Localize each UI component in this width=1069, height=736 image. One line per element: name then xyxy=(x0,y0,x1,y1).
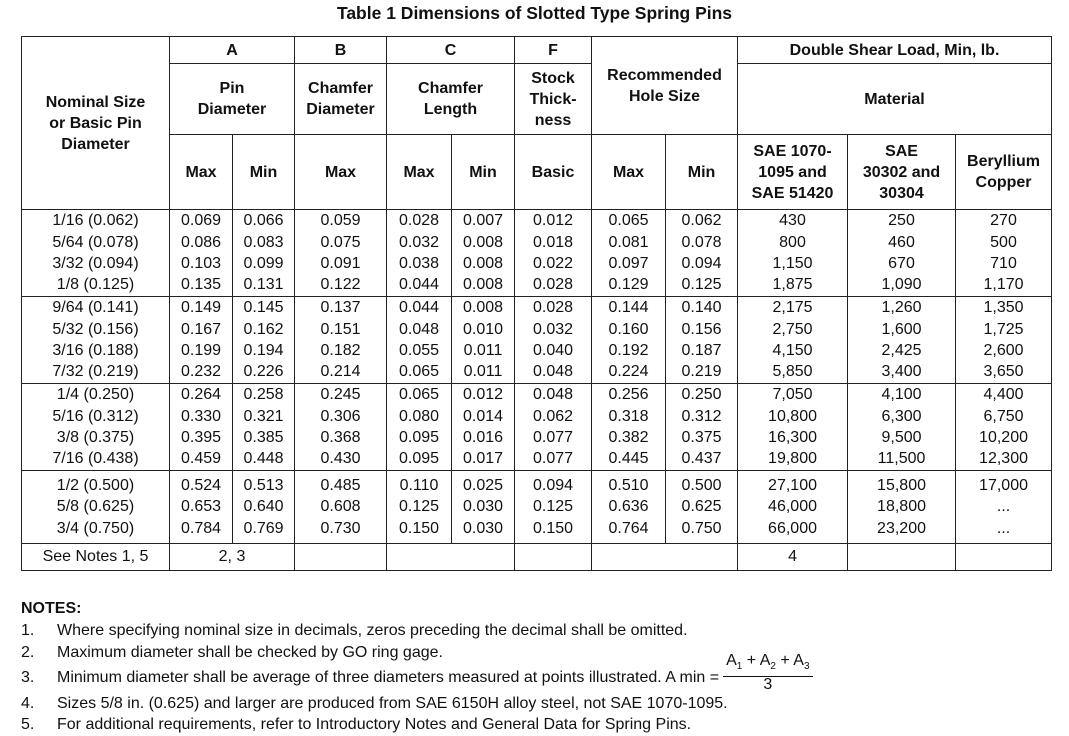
c-min-cell xyxy=(452,384,515,471)
table-value: 1/16 (0.062) xyxy=(52,212,139,230)
table-value: 0.016 xyxy=(462,429,504,446)
c-min-cell xyxy=(452,210,515,297)
f-basic-cell xyxy=(515,210,592,297)
table-value: 0.008 xyxy=(462,233,504,251)
table-value: 1,090 xyxy=(881,276,922,294)
table-value: 0.224 xyxy=(608,363,649,381)
hole-min-cell xyxy=(666,210,738,297)
chamfer-length-header: Chamfer Length xyxy=(387,64,515,135)
table-value: 0.510 xyxy=(608,476,649,494)
table-value: 430 xyxy=(779,212,806,230)
table-value: 0.162 xyxy=(243,320,284,338)
table-value: 1/2 (0.500) xyxy=(56,476,135,494)
table-value: 0.769 xyxy=(243,519,284,537)
table-value: 0.028 xyxy=(532,299,574,317)
c-min-cell xyxy=(452,471,515,544)
table-value: 1,600 xyxy=(881,320,922,338)
table-value: 7/16 (0.438) xyxy=(52,450,139,468)
a-min-cell xyxy=(233,384,295,471)
double-shear-load-header: Double Shear Load, Min, lb. xyxy=(738,37,1052,64)
sae-1070-cell xyxy=(738,384,848,471)
shear-load-notes: 4 xyxy=(738,544,848,571)
table-value: 1/8 (0.125) xyxy=(56,276,135,294)
table-value: 0.219 xyxy=(681,363,722,381)
table-value: 0.103 xyxy=(180,255,222,272)
formula-numerator: $A_1 + A_2 + A_3$ xyxy=(723,653,812,676)
table-value: 1,170 xyxy=(983,276,1024,294)
table-value: 0.500 xyxy=(681,476,722,494)
table-value: 2,425 xyxy=(881,342,922,359)
sae-30302-header: SAE 30302 and 30304 xyxy=(848,135,956,210)
b-max-header: Max xyxy=(295,135,387,210)
hole-min-cell xyxy=(666,297,738,384)
table-value: 0.199 xyxy=(180,342,222,359)
column-b-header: B xyxy=(295,37,387,64)
table-value: 0.011 xyxy=(463,363,503,381)
table-value: 0.784 xyxy=(180,519,222,537)
table-value: 5/16 (0.312) xyxy=(52,407,139,425)
table-value: 0.375 xyxy=(681,429,722,446)
nominal-size-header: Nominal Size or Basic Pin Diameter xyxy=(22,37,170,210)
table-value: 0.150 xyxy=(398,519,440,537)
nominal-size-cell xyxy=(22,210,170,297)
table-value: 0.764 xyxy=(608,519,649,537)
table-value: 16,300 xyxy=(768,429,817,446)
table-value: 0.625 xyxy=(681,498,722,516)
table-value: 0.151 xyxy=(320,320,361,338)
column-c-header: C xyxy=(387,37,515,64)
table-value: 0.066 xyxy=(243,212,284,230)
notes-section xyxy=(21,598,1051,736)
hole-max-cell xyxy=(592,210,666,297)
table-value: 0.750 xyxy=(681,519,722,537)
table-value: 0.214 xyxy=(320,363,361,381)
min-diameter-formula xyxy=(723,653,812,692)
table-value: 0.182 xyxy=(320,342,361,359)
table-value: 5/32 (0.156) xyxy=(52,320,139,338)
table-value: 5,850 xyxy=(772,363,813,381)
table-value: 46,000 xyxy=(768,498,817,516)
table-value: 0.095 xyxy=(398,429,440,446)
table-value: 2,175 xyxy=(772,299,813,317)
note-number: 3. xyxy=(21,669,35,687)
table-value: 6,750 xyxy=(983,407,1024,425)
table-value: 0.513 xyxy=(243,476,284,494)
table-value: 460 xyxy=(888,233,915,251)
table-value: 0.730 xyxy=(320,519,361,537)
sae-1070-cell xyxy=(738,210,848,297)
table-value: 0.065 xyxy=(398,363,440,381)
hole-max-header: Max xyxy=(592,135,666,210)
spring-pin-dimensions-table xyxy=(21,36,1052,571)
table-value: 0.062 xyxy=(532,407,574,425)
notes-reference-row xyxy=(22,544,1052,571)
table-value: 19,800 xyxy=(768,450,817,468)
nominal-size-cell xyxy=(22,384,170,471)
table-value: 0.055 xyxy=(398,342,440,359)
empty-cell xyxy=(515,544,592,571)
table-value: 0.145 xyxy=(243,299,284,317)
c-max-cell xyxy=(387,297,452,384)
table-value: 0.065 xyxy=(608,212,649,230)
table-value: 5/64 (0.078) xyxy=(52,233,139,251)
table-value: 7/32 (0.219) xyxy=(52,363,139,381)
note-text: For additional requirements, refer to Introductory Notes and General Data for Spring Pins. xyxy=(57,716,692,734)
table-value: 1,875 xyxy=(772,276,813,294)
table-value: 0.330 xyxy=(180,407,222,425)
table-value: 0.069 xyxy=(180,212,222,230)
empty-cell xyxy=(956,544,1052,571)
table-value: 0.137 xyxy=(320,299,361,317)
table-value: 23,200 xyxy=(877,519,926,537)
sae-1070-cell xyxy=(738,471,848,544)
table-value: 500 xyxy=(990,233,1017,251)
table-value: 0.078 xyxy=(681,233,722,251)
note-item xyxy=(21,693,1051,715)
table-value: 0.075 xyxy=(320,233,361,251)
table-value: 1,350 xyxy=(983,299,1024,317)
table-title: Table 1 Dimensions of Slotted Type Spring Pins xyxy=(336,3,733,23)
table-value: 0.062 xyxy=(681,212,722,230)
table-value: 0.156 xyxy=(681,320,722,338)
a-min-header: Min xyxy=(233,135,295,210)
table-value: 1,725 xyxy=(983,320,1024,338)
table-value: 0.131 xyxy=(243,276,284,294)
hole-max-cell xyxy=(592,297,666,384)
table-value: 4,100 xyxy=(881,386,922,404)
b-max-cell xyxy=(295,210,387,297)
table-value: 0.430 xyxy=(320,450,361,468)
table-value: 18,800 xyxy=(877,498,926,516)
a-max-cell xyxy=(170,471,233,544)
hole-max-cell xyxy=(592,384,666,471)
note-item xyxy=(21,642,1051,664)
f-basic-cell xyxy=(515,384,592,471)
empty-cell xyxy=(387,544,515,571)
table-value: 0.010 xyxy=(462,320,504,338)
table-value: 0.095 xyxy=(398,450,440,468)
table-value: 0.150 xyxy=(532,519,574,537)
table-value: 0.125 xyxy=(532,498,574,516)
table-value: 0.122 xyxy=(320,276,361,294)
a-max-header: Max xyxy=(170,135,233,210)
table-value: 3/4 (0.750) xyxy=(56,519,135,537)
beryllium-copper-cell xyxy=(956,297,1052,384)
beryllium-copper-cell xyxy=(956,471,1052,544)
table-value: 0.125 xyxy=(398,498,440,516)
table-value: 800 xyxy=(779,233,806,251)
f-basic-cell xyxy=(515,297,592,384)
note-text: Sizes 5/8 in. (0.625) and larger are produced from SAE 6150H alloy steel, not SAE 1070-1095. xyxy=(57,694,728,712)
table-row-group xyxy=(22,210,1052,297)
empty-cell xyxy=(848,544,956,571)
sae-30302-cell xyxy=(848,297,956,384)
table-value: 0.007 xyxy=(462,212,504,230)
notes-heading: NOTES: xyxy=(21,600,82,617)
table-value: 0.030 xyxy=(462,519,504,537)
table-value: 4,150 xyxy=(772,342,813,359)
table-value: 0.608 xyxy=(320,498,361,516)
table-value: 10,800 xyxy=(768,407,817,425)
table-value: 0.065 xyxy=(398,386,440,404)
table-value: 0.485 xyxy=(320,476,361,494)
table-value: 0.250 xyxy=(681,386,722,404)
table-value: 0.256 xyxy=(608,386,649,404)
chamfer-diameter-header: Chamfer Diameter xyxy=(295,64,387,135)
recommended-hole-size-header: Recommended Hole Size xyxy=(592,37,738,135)
sae-30302-cell xyxy=(848,384,956,471)
table-value: 0.125 xyxy=(681,276,722,294)
hole-min-cell xyxy=(666,471,738,544)
formula-denominator: 3 xyxy=(763,675,773,693)
table-value: 0.094 xyxy=(532,476,574,494)
table-value: 0.044 xyxy=(398,276,440,294)
nominal-size-cell xyxy=(22,297,170,384)
table-value: 9/64 (0.141) xyxy=(52,299,139,317)
sae-30302-cell xyxy=(848,471,956,544)
table-value: 0.524 xyxy=(180,476,222,494)
table-value: 0.636 xyxy=(608,498,649,516)
table-value: 0.318 xyxy=(608,407,649,425)
table-value: 3,400 xyxy=(881,363,922,381)
table-value: 0.149 xyxy=(180,299,222,317)
note-number: 2. xyxy=(21,643,35,661)
table-value: 0.091 xyxy=(320,255,361,272)
table-value: 0.044 xyxy=(398,299,440,317)
beryllium-copper-cell xyxy=(956,384,1052,471)
table-value: 0.030 xyxy=(462,498,504,516)
table-value: 4,400 xyxy=(983,386,1024,404)
table-value: 5/8 (0.625) xyxy=(56,498,135,516)
beryllium-copper-header: Beryllium Copper xyxy=(956,135,1052,210)
table-value: ... xyxy=(996,498,1011,516)
table-value: 0.368 xyxy=(320,429,361,446)
a-max-cell xyxy=(170,297,233,384)
c-max-header: Max xyxy=(387,135,452,210)
table-value: 0.094 xyxy=(681,255,722,272)
table-value: 0.140 xyxy=(681,299,722,317)
table-value: 10,200 xyxy=(979,429,1028,446)
a-min-cell xyxy=(233,471,295,544)
table-value: 0.008 xyxy=(462,276,504,294)
table-value: 0.459 xyxy=(180,450,222,468)
table-value: 0.017 xyxy=(462,450,504,468)
table-value: 0.129 xyxy=(608,276,649,294)
table-value: 0.032 xyxy=(532,320,574,338)
table-value: 0.086 xyxy=(180,233,222,251)
table-value: 1/4 (0.250) xyxy=(56,386,135,404)
table-value: 0.306 xyxy=(320,407,361,425)
note-number: 5. xyxy=(21,716,35,734)
table-value: 0.022 xyxy=(532,255,574,272)
table-value: 0.008 xyxy=(462,255,504,272)
table-value: 0.437 xyxy=(681,450,722,468)
note-text: Where specifying nominal size in decimals, zeros preceding the decimal shall be omitted. xyxy=(57,621,688,639)
table-value: 0.258 xyxy=(243,386,284,404)
note-number: 1. xyxy=(21,621,35,639)
table-value: 0.653 xyxy=(180,498,222,516)
table-row-group xyxy=(22,297,1052,384)
table-value: 0.640 xyxy=(243,498,284,516)
beryllium-copper-cell xyxy=(956,210,1052,297)
table-value: 0.321 xyxy=(243,407,284,425)
table-value: 250 xyxy=(888,212,915,230)
table-value: 0.192 xyxy=(608,342,649,359)
table-value: 670 xyxy=(888,255,915,272)
column-a-header: A xyxy=(170,37,295,64)
c-max-cell xyxy=(387,384,452,471)
table-value: 0.245 xyxy=(320,386,361,404)
material-header: Material xyxy=(738,64,1052,135)
table-value: 66,000 xyxy=(768,519,817,537)
table-value: 1,260 xyxy=(881,299,922,317)
table-value: 6,300 xyxy=(881,407,922,425)
note-text: Minimum diameter shall be average of three diameters measured at points illustrated. A min = xyxy=(57,669,720,687)
table-value: 0.048 xyxy=(532,363,574,381)
a-max-cell xyxy=(170,210,233,297)
table-value: 0.077 xyxy=(532,429,574,446)
table-value: 710 xyxy=(990,255,1017,272)
sae-30302-cell xyxy=(848,210,956,297)
stock-thickness-header: Stock Thick- ness xyxy=(515,64,592,135)
table-value: 0.028 xyxy=(532,276,574,294)
table-value: 0.110 xyxy=(399,476,439,494)
table-value: 3/16 (0.188) xyxy=(52,342,139,359)
nominal-size-cell xyxy=(22,471,170,544)
table-value: 0.008 xyxy=(462,299,504,317)
table-value: 0.312 xyxy=(681,407,722,425)
column-f-header: F xyxy=(515,37,592,64)
table-value: 0.264 xyxy=(180,386,222,404)
pin-diameter-notes: 2, 3 xyxy=(170,544,295,571)
table-value: 0.012 xyxy=(462,386,504,404)
table-value: 0.080 xyxy=(398,407,440,425)
c-max-cell xyxy=(387,210,452,297)
table-value: 0.187 xyxy=(681,342,722,359)
table-value: 0.385 xyxy=(243,429,284,446)
table-value: 0.395 xyxy=(180,429,222,446)
table-value: 2,750 xyxy=(772,320,813,338)
table-value: 0.194 xyxy=(243,342,284,359)
table-value: 9,500 xyxy=(881,429,922,446)
empty-cell xyxy=(592,544,738,571)
hole-max-cell xyxy=(592,471,666,544)
table-value: 0.025 xyxy=(462,476,504,494)
table-value: 0.012 xyxy=(532,212,574,230)
table-value: 0.167 xyxy=(180,320,222,338)
note-item xyxy=(21,620,1051,642)
table-value: 0.028 xyxy=(398,212,440,230)
table-value: 3/32 (0.094) xyxy=(52,255,139,272)
table-value: 270 xyxy=(990,212,1017,230)
a-max-cell xyxy=(170,384,233,471)
table-value: 2,600 xyxy=(983,342,1024,359)
table-value: 0.382 xyxy=(608,429,649,446)
table-value: 0.232 xyxy=(180,363,222,381)
hole-min-cell xyxy=(666,384,738,471)
table-row-group xyxy=(22,471,1052,544)
table-value: 0.083 xyxy=(243,233,284,251)
pin-diameter-header: Pin Diameter xyxy=(170,64,295,135)
see-notes-label: See Notes 1, 5 xyxy=(22,544,170,571)
table-value: 0.160 xyxy=(608,320,649,338)
table-value: 7,050 xyxy=(772,386,813,404)
sae-1070-cell xyxy=(738,297,848,384)
table-value: 0.077 xyxy=(532,450,574,468)
b-max-cell xyxy=(295,384,387,471)
table-value: 0.448 xyxy=(243,450,284,468)
a-min-cell xyxy=(233,210,295,297)
a-min-cell xyxy=(233,297,295,384)
table-value: 0.048 xyxy=(532,386,574,404)
c-min-header: Min xyxy=(452,135,515,210)
table-value: 0.059 xyxy=(320,212,361,230)
table-value: 15,800 xyxy=(877,476,926,494)
c-min-cell xyxy=(452,297,515,384)
table-value: 0.081 xyxy=(608,233,649,251)
table-value: 0.097 xyxy=(608,255,649,272)
b-max-cell xyxy=(295,471,387,544)
table-row-group xyxy=(22,384,1052,471)
table-value: 3,650 xyxy=(983,363,1024,381)
table-value: 1,150 xyxy=(772,255,813,272)
table-value: 17,000 xyxy=(979,476,1028,494)
table-value: 0.014 xyxy=(462,407,504,425)
table-value: 0.038 xyxy=(398,255,440,272)
b-max-cell xyxy=(295,297,387,384)
table-value: 3/8 (0.375) xyxy=(56,429,135,446)
table-value: 0.099 xyxy=(243,255,284,272)
f-basic-header: Basic xyxy=(515,135,592,210)
note-item xyxy=(21,714,1051,736)
table-value: 11,500 xyxy=(877,450,926,468)
hole-min-header: Min xyxy=(666,135,738,210)
empty-cell xyxy=(295,544,387,571)
table-value: 0.445 xyxy=(608,450,649,468)
table-value: 0.011 xyxy=(463,342,503,359)
table-value: 27,100 xyxy=(768,476,817,494)
table-value: 0.032 xyxy=(398,233,440,251)
note-number: 4. xyxy=(21,694,35,712)
sae-1070-header: SAE 1070- 1095 and SAE 51420 xyxy=(738,135,848,210)
table-value: ... xyxy=(996,519,1011,537)
table-value: 0.144 xyxy=(608,299,649,317)
table-value: 12,300 xyxy=(979,450,1028,468)
table-value: 0.048 xyxy=(398,320,440,338)
note-text: Maximum diameter shall be checked by GO ring gage. xyxy=(57,643,443,661)
table-value: 0.226 xyxy=(243,363,284,381)
f-basic-cell xyxy=(515,471,592,544)
c-max-cell xyxy=(387,471,452,544)
table-value: 0.040 xyxy=(532,342,574,359)
table-value: 0.135 xyxy=(180,276,222,294)
table-value: 0.018 xyxy=(532,233,574,251)
